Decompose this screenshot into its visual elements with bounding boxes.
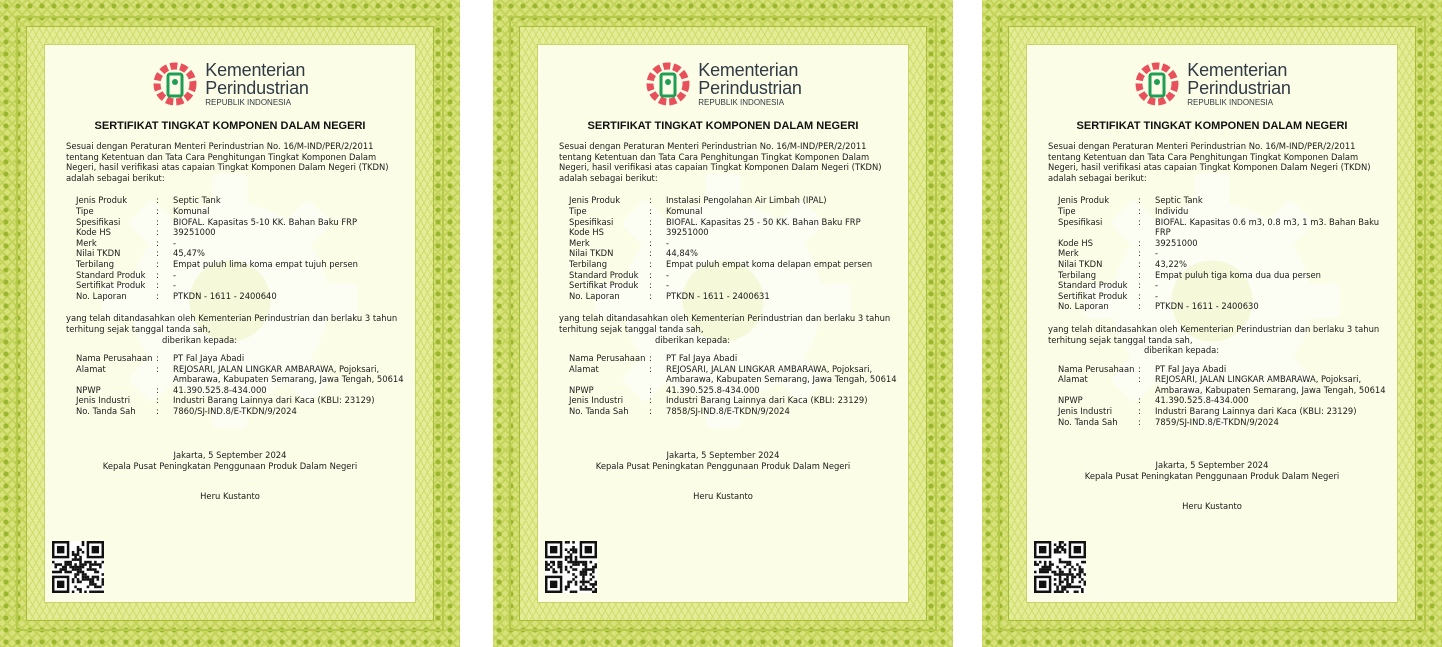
field-row: Nilai TKDN : 44,84% <box>569 248 898 259</box>
company-row: Alamat : REJOSARI, JALAN LINGKAR AMBARAWA, Pojoksari, Ambarawa, Kabupaten Semarang, Jawa Tengah, 50614 <box>569 363 897 385</box>
company-fields <box>569 353 898 417</box>
field-row: Merk : - <box>76 238 405 249</box>
field-label: Nilai TKDN <box>76 248 121 259</box>
company-label: Jenis Industri <box>76 395 131 406</box>
field-label: Tipe <box>569 205 587 216</box>
certificate-title: SERTIFIKAT TINGKAT KOMPONEN DALAM NEGERI <box>94 120 366 132</box>
field-value: Individu <box>1155 205 1189 216</box>
signature-position: Kepala Pusat Peningkatan Penggunaan Produk Dalam Negeri <box>1084 471 1340 481</box>
certificate-body <box>559 141 901 417</box>
field-label: Tipe <box>76 205 94 216</box>
field-row: No. Laporan : PTKDN - 1611 - 2400631 <box>569 291 898 302</box>
field-row: Kode HS : 39251000 <box>76 227 405 238</box>
field-label: Nilai TKDN <box>569 248 614 259</box>
qr-code-icon <box>545 541 597 593</box>
field-label: Jenis Produk <box>1058 195 1110 206</box>
field-label: Terbilang <box>1058 269 1097 280</box>
company-label: NPWP <box>76 384 101 395</box>
field-label: Jenis Produk <box>76 195 128 206</box>
field-label: No. Laporan <box>76 290 127 301</box>
certificate-1 <box>0 0 460 647</box>
company-row: Jenis Industri : Industri Barang Lainnya dari Kaca (KBLI: 23129) <box>569 395 898 406</box>
field-value: - <box>1155 290 1159 301</box>
logo-line-3: REPUBLIK INDONESIA <box>1187 98 1274 107</box>
company-row: No. Tanda Sah : 7859/SJ-IND.8/E-TKDN/9/2024 <box>1058 417 1387 428</box>
logo-line-1: Kementerian <box>205 60 306 80</box>
field-value: - <box>1155 280 1159 291</box>
field-value: BIOFAL. Kapasitas 0.6 m3, 0.8 m3, 1 m3. Bahan Baku FRP <box>1155 216 1380 238</box>
logo-line-1: Kementerian <box>1187 60 1288 80</box>
ministry-logo <box>0 60 460 108</box>
company-fields <box>1058 364 1387 428</box>
field-row: Tipe : Individu <box>1058 206 1387 217</box>
field-label: Spesifikasi <box>1058 216 1103 227</box>
product-fields <box>76 195 405 301</box>
ministry-logo <box>493 60 953 108</box>
field-value: - <box>173 269 177 280</box>
field-label: Nilai TKDN <box>1058 258 1103 269</box>
company-label: Alamat <box>76 363 106 374</box>
field-value: Septic Tank <box>173 195 221 206</box>
field-value: Komunal <box>173 205 210 216</box>
company-row: Nama Perusahaan : PT Fal Jaya Abadi <box>569 353 898 364</box>
field-label: Spesifikasi <box>569 216 614 227</box>
signer-name: Heru Kustanto <box>1182 501 1242 511</box>
company-value: REJOSARI, JALAN LINGKAR AMBARAWA, Pojoksari, Ambarawa, Kabupaten Semarang, Jawa Tengah, 50614 <box>666 363 897 385</box>
given-to-text: diberikan kepada: <box>162 334 238 345</box>
field-value: Empat puluh empat koma delapan empat persen <box>666 258 873 269</box>
field-value: Empat puluh lima koma empat tujuh persen <box>173 258 358 269</box>
field-label: Merk <box>76 237 97 248</box>
field-label: Merk <box>569 237 590 248</box>
signature-date: Jakarta, 5 September 2024 <box>666 450 780 460</box>
intro-text: Sesuai dengan Peraturan Menteri Perindustrian No. 16/M-IND/PER/2/2011 tentang Ketentuan dan Tata Cara Penghitungan Tingkat Komponen Dalam Negeri, hasil verifikasi atas capaian Tingkat Komponen Dalam Negeri (TKDN) adalah sebagai berikut: <box>1048 141 1371 183</box>
field-row: No. Laporan : PTKDN - 1611 - 2400640 <box>76 291 405 302</box>
company-label: Alamat <box>569 363 599 374</box>
field-row: Sertifikat Produk : - <box>569 280 898 291</box>
company-label: Jenis Industri <box>1058 406 1113 417</box>
company-row: No. Tanda Sah : 7858/SJ-IND.8/E-TKDN/9/2024 <box>569 406 898 417</box>
signer-name: Heru Kustanto <box>200 491 260 501</box>
company-label: No. Tanda Sah <box>1058 416 1118 427</box>
field-label: Kode HS <box>1058 237 1093 248</box>
field-row: Spesifikasi : BIOFAL. Kapasitas 0.6 m3, 0.8 m3, 1 m3. Bahan Baku FRP <box>1058 217 1387 238</box>
company-row: Nama Perusahaan : PT Fal Jaya Abadi <box>1058 364 1387 375</box>
company-value: PT Fal Jaya Abadi <box>173 353 245 364</box>
company-label: Nama Perusahaan <box>76 353 153 364</box>
logo-line-2: Perindustrian <box>698 78 802 98</box>
company-value: Industri Barang Lainnya dari Kaca (KBLI: 23129) <box>173 395 375 406</box>
field-label: Kode HS <box>569 227 604 238</box>
field-row: Jenis Produk : Septic Tank <box>1058 195 1387 206</box>
field-row: Kode HS : 39251000 <box>569 227 898 238</box>
company-row: No. Tanda Sah : 7860/SJ-IND.8/E-TKDN/9/2024 <box>76 406 405 417</box>
validity-text: yang telah ditandasahkan oleh Kementerian Perindustrian dan berlaku 3 tahun terhitung sejak tanggal tanda sah, <box>559 313 891 334</box>
company-value: 7858/SJ-IND.8/E-TKDN/9/2024 <box>666 406 790 417</box>
logo-line-3: REPUBLIK INDONESIA <box>698 98 785 107</box>
field-row: No. Laporan : PTKDN - 1611 - 2400630 <box>1058 301 1387 312</box>
field-label: Merk <box>1058 248 1079 259</box>
field-label: Spesifikasi <box>76 216 121 227</box>
field-row: Nilai TKDN : 45,47% <box>76 248 405 259</box>
company-value: REJOSARI, JALAN LINGKAR AMBARAWA, Pojoksari, Ambarawa, Kabupaten Semarang, Jawa Tengah, 50614 <box>1155 374 1386 395</box>
certificate-2 <box>493 0 953 647</box>
field-row: Terbilang : Empat puluh lima koma empat tujuh persen <box>76 259 405 270</box>
field-label: Terbilang <box>76 258 115 269</box>
given-to-text: diberikan kepada: <box>1144 345 1220 356</box>
company-row: Jenis Industri : Industri Barang Lainnya dari Kaca (KBLI: 23129) <box>1058 406 1387 417</box>
ministry-emblem-icon <box>1133 60 1181 108</box>
ministry-emblem-icon <box>151 60 199 108</box>
field-row: Spesifikasi : BIOFAL. Kapasitas 5-10 KK. Bahan Baku FRP <box>76 217 405 228</box>
field-row: Nilai TKDN : 43,22% <box>1058 259 1387 270</box>
ministry-emblem-icon <box>644 60 692 108</box>
field-row: Terbilang : Empat puluh empat koma delapan empat persen <box>569 259 898 270</box>
field-value: PTKDN - 1611 - 2400630 <box>1155 301 1259 312</box>
field-value: Septic Tank <box>1155 195 1203 206</box>
field-value: - <box>173 280 177 291</box>
field-row: Terbilang : Empat puluh tiga koma dua dua persen <box>1058 270 1387 281</box>
qr-code-icon <box>52 541 104 593</box>
certificate-body <box>1048 141 1390 427</box>
field-label: Sertifikat Produk <box>1058 290 1128 301</box>
field-value: Instalasi Pengolahan Air Limbah (IPAL) <box>666 195 827 206</box>
intro-text: Sesuai dengan Peraturan Menteri Perindustrian No. 16/M-IND/PER/2/2011 tentang Ketentuan dan Tata Cara Penghitungan Tingkat Komponen Dalam Negeri, hasil verifikasi atas capaian Tingkat Komponen Dalam Negeri (TKDN) adalah sebagai berikut: <box>559 141 882 183</box>
company-row: NPWP : 41.390.525.8-434.000 <box>1058 395 1387 406</box>
company-label: No. Tanda Sah <box>569 406 629 417</box>
field-value: BIOFAL. Kapasitas 5-10 KK. Bahan Baku FRP <box>173 216 358 227</box>
logo-line-2: Perindustrian <box>1187 78 1291 98</box>
field-label: Tipe <box>1058 205 1076 216</box>
company-value: 41.390.525.8-434.000 <box>173 384 267 395</box>
field-row: Tipe : Komunal <box>76 206 405 217</box>
company-value: PT Fal Jaya Abadi <box>1155 363 1227 374</box>
field-row: Tipe : Komunal <box>569 206 898 217</box>
field-row: Spesifikasi : BIOFAL. Kapasitas 25 - 50 KK. Bahan Baku FRP <box>569 217 898 228</box>
field-label: Standard Produk <box>1058 280 1128 291</box>
field-row: Sertifikat Produk : - <box>76 280 405 291</box>
field-value: - <box>1155 248 1159 259</box>
company-label: Alamat <box>1058 374 1088 385</box>
company-row: Alamat : REJOSARI, JALAN LINGKAR AMBARAWA, Pojoksari, Ambarawa, Kabupaten Semarang, Jawa Tengah, 50614 <box>76 363 404 385</box>
company-label: NPWP <box>1058 395 1083 406</box>
field-row: Standard Produk : - <box>76 270 405 281</box>
field-row: Kode HS : 39251000 <box>1058 238 1387 249</box>
company-value: Industri Barang Lainnya dari Kaca (KBLI: 23129) <box>666 395 868 406</box>
field-label: Sertifikat Produk <box>76 280 146 291</box>
field-value: 39251000 <box>1155 237 1198 248</box>
certificate-title: SERTIFIKAT TINGKAT KOMPONEN DALAM NEGERI <box>587 120 859 132</box>
field-value: 45,47% <box>173 248 205 259</box>
signature-position: Kepala Pusat Peningkatan Penggunaan Produk Dalam Negeri <box>102 461 358 471</box>
field-value: - <box>173 237 177 248</box>
logo-line-1: Kementerian <box>698 60 799 80</box>
field-label: Standard Produk <box>76 269 146 280</box>
field-label: Kode HS <box>76 227 111 238</box>
validity-text: yang telah ditandasahkan oleh Kementerian Perindustrian dan berlaku 3 tahun terhitung sejak tanggal tanda sah, <box>66 313 398 334</box>
field-value: - <box>666 237 670 248</box>
company-label: Nama Perusahaan <box>1058 363 1135 374</box>
product-fields <box>1058 195 1387 312</box>
field-row: Standard Produk : - <box>1058 280 1387 291</box>
field-value: Komunal <box>666 205 703 216</box>
logo-line-3: REPUBLIK INDONESIA <box>205 98 292 107</box>
company-value: REJOSARI, JALAN LINGKAR AMBARAWA, Pojoksari, Ambarawa, Kabupaten Semarang, Jawa Tengah, 50614 <box>173 363 404 385</box>
company-label: Jenis Industri <box>569 395 624 406</box>
certificate-3 <box>982 0 1442 647</box>
field-row: Merk : - <box>1058 248 1387 259</box>
field-value: Empat puluh tiga koma dua dua persen <box>1155 269 1321 280</box>
ministry-logo <box>982 60 1442 108</box>
intro-text: Sesuai dengan Peraturan Menteri Perindustrian No. 16/M-IND/PER/2/2011 tentang Ketentuan dan Tata Cara Penghitungan Tingkat Komponen Dalam Negeri, hasil verifikasi atas capaian Tingkat Komponen Dalam Negeri (TKDN) adalah sebagai berikut: <box>66 141 389 183</box>
field-value: - <box>666 269 670 280</box>
field-row: Jenis Produk : Instalasi Pengolahan Air Limbah (IPAL) <box>569 195 898 206</box>
certificate-body <box>66 141 408 417</box>
product-fields <box>569 195 898 301</box>
signature-date: Jakarta, 5 September 2024 <box>173 450 287 460</box>
company-value: 7860/SJ-IND.8/E-TKDN/9/2024 <box>173 406 297 417</box>
company-label: Nama Perusahaan <box>569 353 646 364</box>
signature-date: Jakarta, 5 September 2024 <box>1155 460 1269 470</box>
signature-position: Kepala Pusat Peningkatan Penggunaan Produk Dalam Negeri <box>595 461 851 471</box>
field-row: Standard Produk : - <box>569 270 898 281</box>
field-label: No. Laporan <box>1058 301 1109 312</box>
field-label: Jenis Produk <box>569 195 621 206</box>
field-value: 43,22% <box>1155 258 1187 269</box>
field-label: Sertifikat Produk <box>569 280 639 291</box>
field-value: PTKDN - 1611 - 2400631 <box>666 290 770 301</box>
company-value: 41.390.525.8-434.000 <box>1155 395 1249 406</box>
company-row: NPWP : 41.390.525.8-434.000 <box>76 385 405 396</box>
field-value: 44,84% <box>666 248 698 259</box>
field-row: Merk : - <box>569 238 898 249</box>
field-label: Terbilang <box>569 258 608 269</box>
company-label: No. Tanda Sah <box>76 406 136 417</box>
company-value: PT Fal Jaya Abadi <box>666 353 738 364</box>
field-value: - <box>666 280 670 291</box>
company-row: Alamat : REJOSARI, JALAN LINGKAR AMBARAWA, Pojoksari, Ambarawa, Kabupaten Semarang, Jawa Tengah, 50614 <box>1058 374 1386 395</box>
certificate-title: SERTIFIKAT TINGKAT KOMPONEN DALAM NEGERI <box>1076 120 1348 132</box>
company-fields <box>76 353 405 417</box>
field-value: BIOFAL. Kapasitas 25 - 50 KK. Bahan Baku FRP <box>666 216 861 227</box>
field-value: 39251000 <box>666 227 709 238</box>
given-to-text: diberikan kepada: <box>655 334 731 345</box>
company-value: 41.390.525.8-434.000 <box>666 384 760 395</box>
qr-code-icon <box>1034 541 1086 593</box>
field-label: No. Laporan <box>569 290 620 301</box>
company-row: Jenis Industri : Industri Barang Lainnya dari Kaca (KBLI: 23129) <box>76 395 405 406</box>
company-value: Industri Barang Lainnya dari Kaca (KBLI: 23129) <box>1155 406 1357 417</box>
company-value: 7859/SJ-IND.8/E-TKDN/9/2024 <box>1155 416 1279 427</box>
company-label: NPWP <box>569 384 594 395</box>
field-label: Standard Produk <box>569 269 639 280</box>
field-row: Jenis Produk : Septic Tank <box>76 195 405 206</box>
logo-line-2: Perindustrian <box>205 78 309 98</box>
field-row: Sertifikat Produk : - <box>1058 291 1387 302</box>
field-value: PTKDN - 1611 - 2400640 <box>173 290 277 301</box>
field-value: 39251000 <box>173 227 216 238</box>
company-row: Nama Perusahaan : PT Fal Jaya Abadi <box>76 353 405 364</box>
signer-name: Heru Kustanto <box>693 491 753 501</box>
company-row: NPWP : 41.390.525.8-434.000 <box>569 385 898 396</box>
validity-text: yang telah ditandasahkan oleh Kementerian Perindustrian dan berlaku 3 tahun terhitung sejak tanggal tanda sah, <box>1048 323 1380 345</box>
